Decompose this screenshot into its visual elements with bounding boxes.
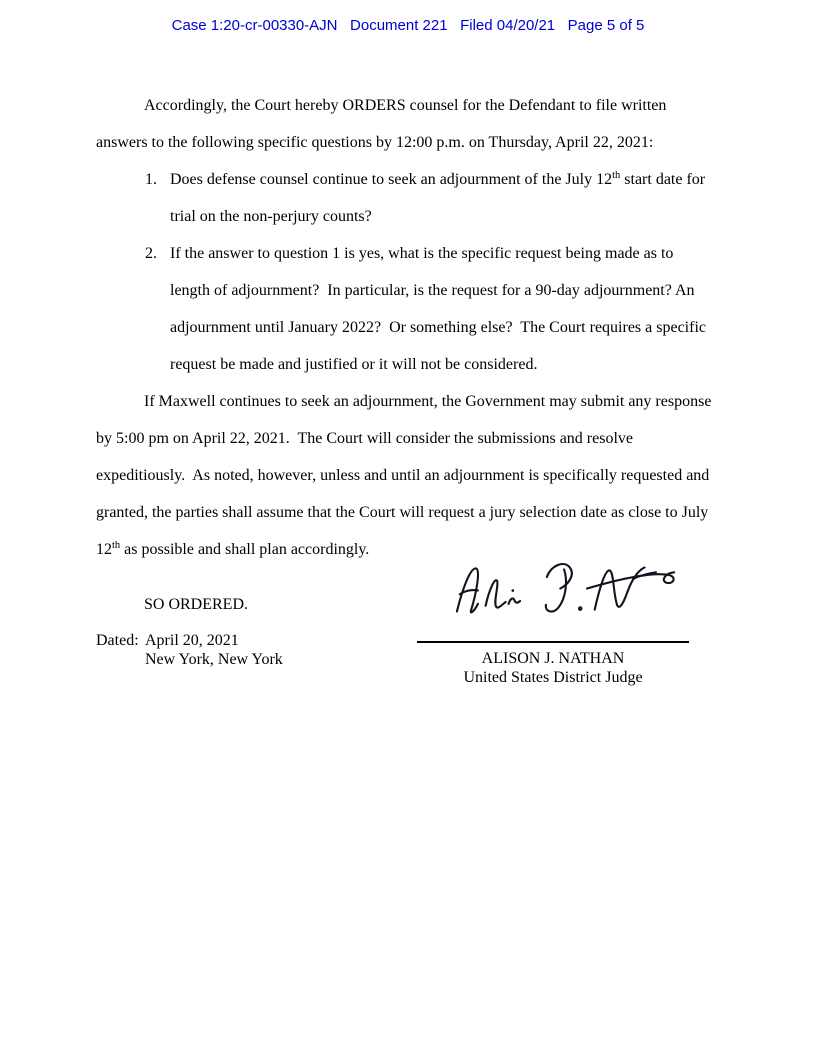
dated-lines	[145, 631, 283, 669]
paragraph-response-part: If Maxwell continues to seek an adjournment, the Government may submit any response by 5:00 pm on April 22, 2021. The Court will consider the submissions and resolve expeditiously. As noted, however, unless and until an adjournment is specifically requested and granted, the parties shall assume that the Court will request a jury selection date as close to July 12	[96, 393, 716, 558]
question-2	[145, 235, 716, 383]
question-1-text-part: start date for trial on the non-perjury counts?	[170, 171, 710, 225]
question-2-text-part: If the answer to question 1 is yes, what is the specific request being made as to length of adjournment? In particular, is the request for a 90-day adjournment? An adjournment until January 2022? Or something else? The Court requires a specific request be made and justified or it will not be considered.	[170, 245, 710, 373]
dated-place: New York, New York	[145, 651, 283, 668]
case-header: Case 1:20-cr-00330-AJN Document 221 Filed 04/20/21 Page 5 of 5	[171, 17, 645, 34]
dated-label: Dated:	[96, 632, 139, 649]
superscript-th: th	[112, 540, 121, 551]
judge-title: United States District Judge	[463, 669, 643, 686]
so-ordered-text: SO ORDERED.	[144, 596, 249, 613]
paragraph-response	[96, 383, 716, 568]
superscript-th: th	[612, 170, 621, 181]
question-1-text-part: Does defense counsel continue to seek an adjournment of the July 12	[170, 171, 613, 188]
dated-date: April 20, 2021	[145, 632, 239, 649]
question-1	[145, 161, 716, 235]
question-1-text	[170, 161, 716, 235]
signature-line	[417, 641, 689, 643]
question-2-text	[170, 235, 716, 383]
paragraph-orders: Accordingly, the Court hereby ORDERS counsel for the Defendant to file written answers to the following specific questions by 12:00 p.m. on Thursday, April 22, 2021:	[96, 97, 671, 151]
question-2-number: 2.	[145, 245, 157, 262]
signature-block	[417, 556, 689, 687]
judge-signature-icon	[451, 556, 681, 623]
judge-name: ALISON J. NATHAN	[481, 650, 625, 667]
question-1-number: 1.	[145, 171, 157, 188]
paragraph-response-part: as possible and shall plan accordingly.	[120, 541, 370, 558]
